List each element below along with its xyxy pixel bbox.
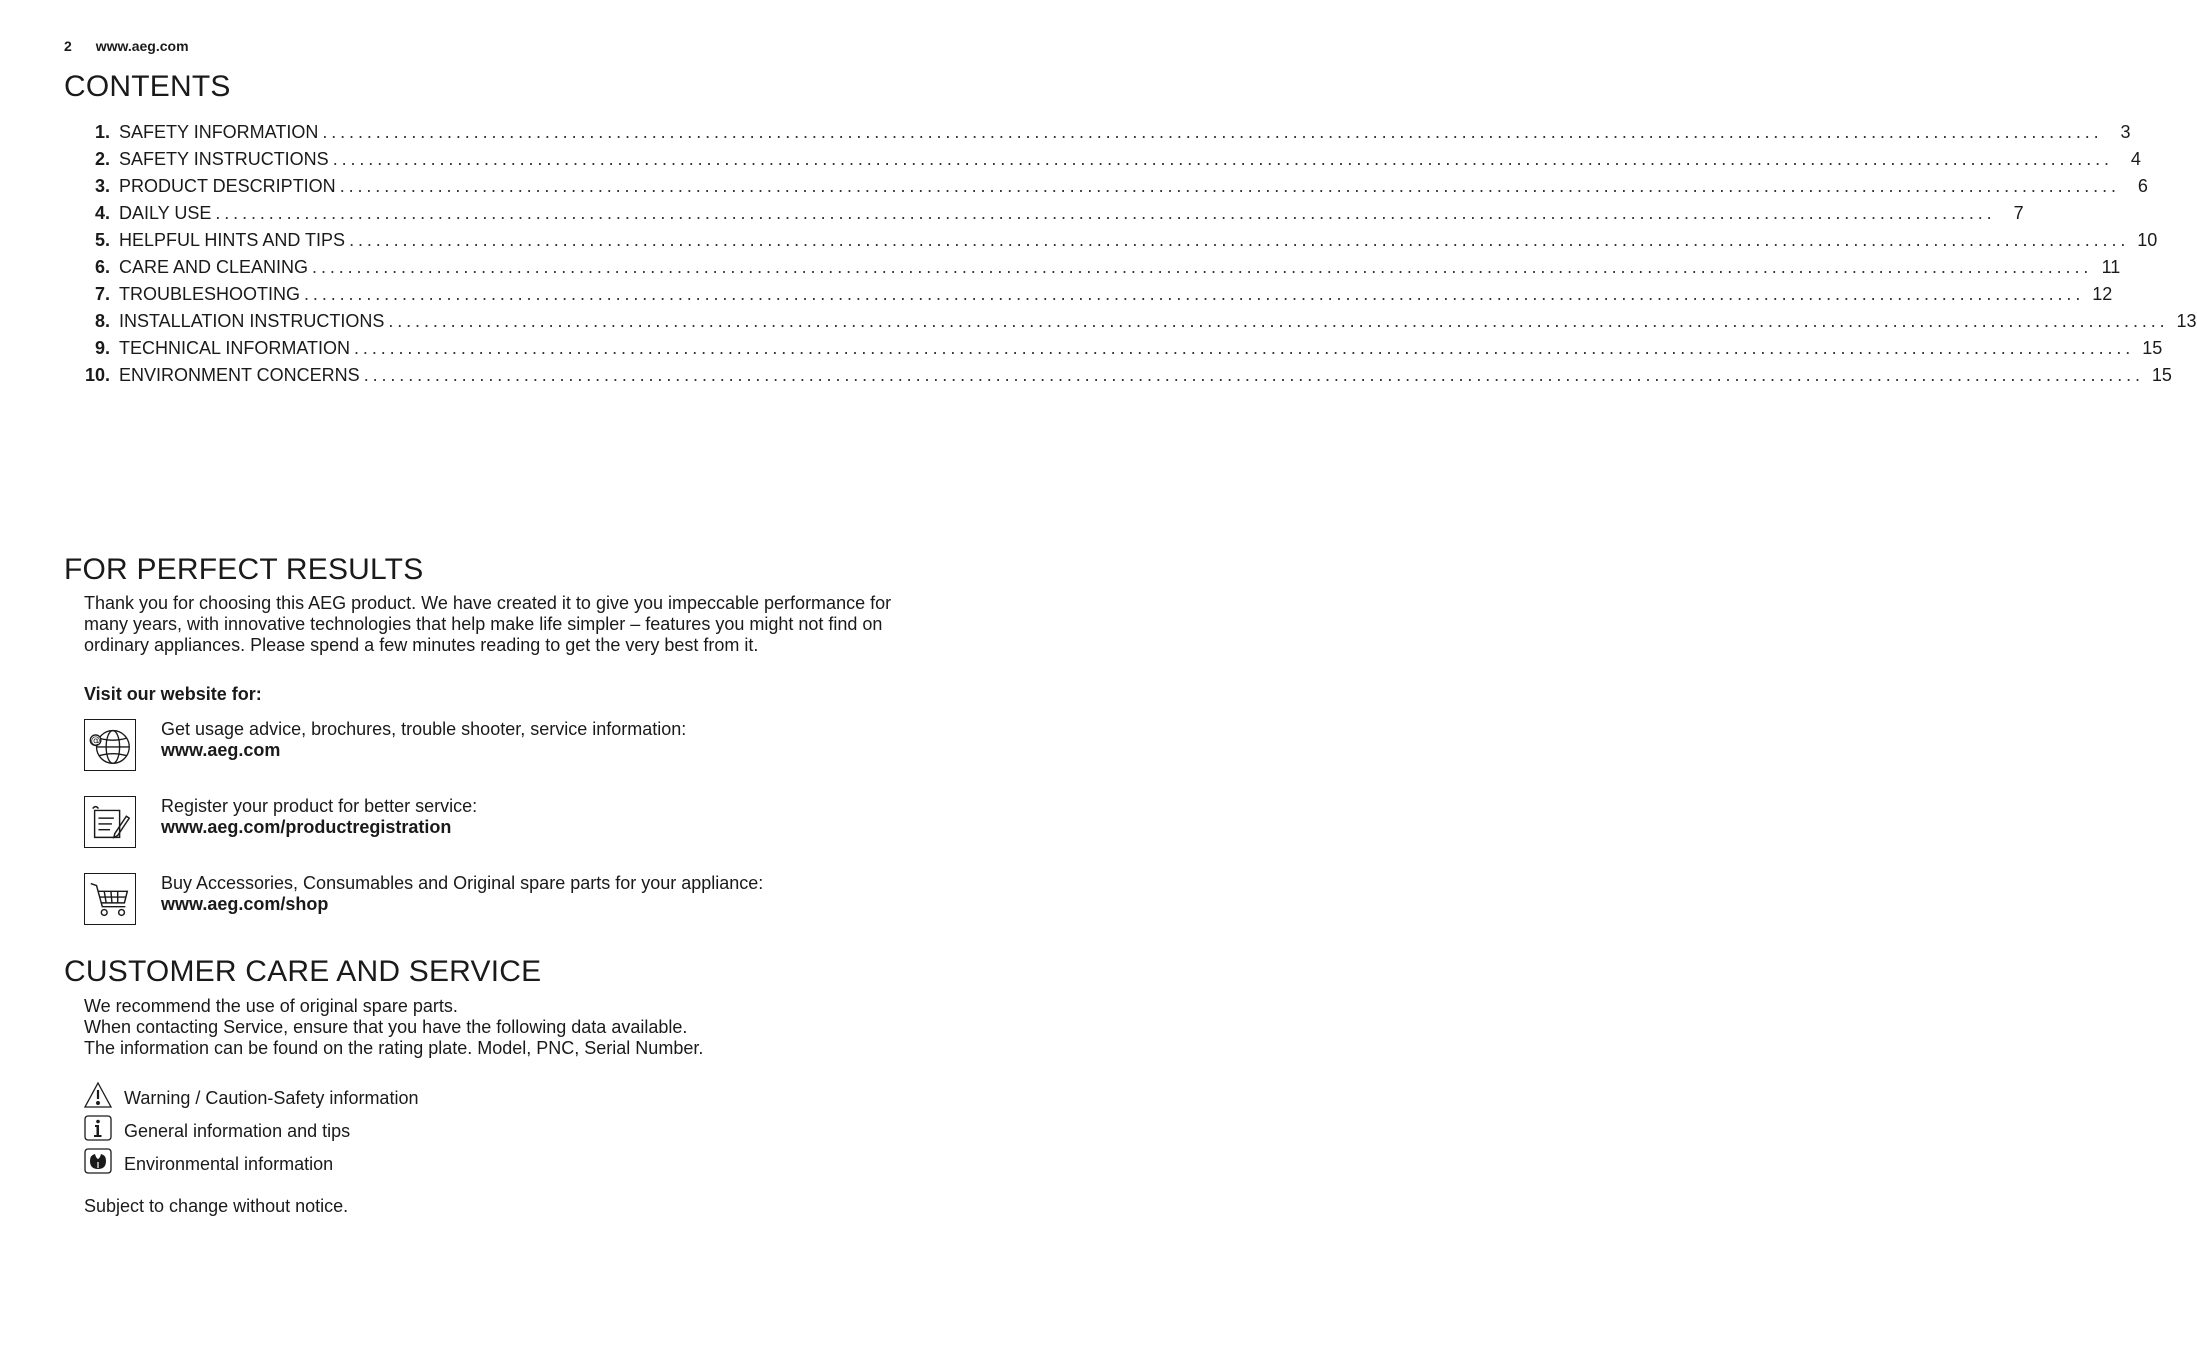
- website-item-text: Register your product for better service:: [161, 796, 478, 816]
- website-item-register: [84, 796, 904, 852]
- toc-entry[interactable]: [78, 203, 2024, 230]
- intro-paragraph: Thank you for choosing this AEG product. We have created it to give you impeccable performance for many years, with innovative technologies that help make life simpler – features you might not find on ordinary appliances. Please spend a few minutes reading to get the very best from it.: [84, 593, 892, 655]
- toc-leader-dots: ........................................................................................................................................................................................................: [215, 203, 1996, 223]
- toc-leader-dots: ........................................................................................................................................................................................................: [312, 257, 2093, 277]
- toc-entry[interactable]: [78, 338, 2163, 365]
- change-notice: Subject to change without notice.: [84, 1196, 349, 1216]
- toc-leader-dots: ........................................................................................................................................................................................................: [304, 284, 2085, 304]
- toc-title: SAFETY INFORMATION: [119, 122, 319, 142]
- toc-number: 3.: [94, 176, 110, 196]
- website-link-aeg[interactable]: www.aeg.com: [161, 740, 281, 760]
- customer-care-line: The information can be found on the rating plate. Model, PNC, Serial Number.: [84, 1038, 704, 1058]
- page-header: [64, 38, 189, 54]
- toc-entry[interactable]: [78, 311, 2197, 338]
- toc-number: 5.: [94, 230, 110, 250]
- toc-number: 10.: [84, 365, 110, 385]
- toc-number: 4.: [94, 203, 110, 223]
- toc-page-number: 7: [2013, 203, 2024, 223]
- legend-text: Environmental information: [124, 1154, 334, 1174]
- toc-number: 2.: [94, 149, 110, 169]
- toc-number: 6.: [94, 257, 110, 277]
- shopping-cart-icon: [84, 873, 136, 925]
- toc-leader-dots: ........................................................................................................................................................................................................: [332, 149, 2113, 169]
- toc-entry[interactable]: [78, 176, 2148, 203]
- customer-care-heading: CUSTOMER CARE AND SERVICE: [64, 955, 542, 988]
- toc-title: TROUBLESHOOTING: [119, 284, 301, 304]
- toc-page-number: 11: [2101, 257, 2121, 277]
- warning-icon: [84, 1082, 112, 1108]
- toc-page-number: 13: [2176, 311, 2197, 331]
- toc-number: 8.: [94, 311, 110, 331]
- website-item-text: Get usage advice, brochures, trouble shooter, service information:: [161, 719, 687, 739]
- customer-care-line: When contacting Service, ensure that you have the following data available.: [84, 1017, 688, 1037]
- toc-number: 7.: [94, 284, 110, 304]
- toc-title: TECHNICAL INFORMATION: [119, 338, 351, 358]
- register-notepad-icon: [84, 796, 136, 848]
- legend-text: Warning / Caution-Safety information: [124, 1088, 419, 1108]
- toc-entry[interactable]: [78, 284, 2113, 311]
- toc-title: INSTALLATION INSTRUCTIONS: [119, 311, 385, 331]
- toc-title: HELPFUL HINTS AND TIPS: [119, 230, 346, 250]
- toc-title: SAFETY INSTRUCTIONS: [119, 149, 329, 169]
- toc-leader-dots: ........................................................................................................................................................................................................: [349, 230, 2130, 250]
- toc-entry[interactable]: [78, 365, 2172, 392]
- toc-title: CARE AND CLEANING: [119, 257, 309, 277]
- toc-leader-dots: ........................................................................................................................................................................................................: [388, 311, 2169, 331]
- toc-number: 9.: [94, 338, 110, 358]
- customer-care-line: We recommend the use of original spare parts.: [84, 996, 458, 1016]
- header-website[interactable]: www.aeg.com: [95, 38, 189, 54]
- legend-text: General information and tips: [124, 1121, 351, 1141]
- toc-title: ENVIRONMENT CONCERNS: [119, 365, 360, 385]
- toc-title: DAILY USE: [119, 203, 212, 223]
- website-item-info: [84, 719, 904, 775]
- toc-page-number: 4: [2130, 149, 2141, 169]
- perfect-results-heading: FOR PERFECT RESULTS: [64, 553, 424, 586]
- toc-page-number: 15: [2142, 338, 2163, 358]
- info-icon: [84, 1115, 112, 1141]
- toc-title: PRODUCT DESCRIPTION: [119, 176, 336, 196]
- toc-page-number: 15: [2151, 365, 2172, 385]
- toc-leader-dots: ........................................................................................................................................................................................................: [322, 122, 2103, 142]
- toc-entry[interactable]: [78, 122, 2131, 149]
- website-item-text: Buy Accessories, Consumables and Original spare parts for your appliance:: [161, 873, 764, 893]
- customer-care-text: [84, 996, 703, 1059]
- toc-page-number: 3: [2120, 122, 2131, 142]
- page-number: 2: [64, 38, 72, 54]
- toc-number: 1.: [94, 122, 110, 142]
- website-link-registration[interactable]: www.aeg.com/productregistration: [161, 817, 452, 837]
- toc-page-number: 10: [2137, 230, 2158, 250]
- toc-entry[interactable]: [78, 257, 2121, 284]
- toc-page-number: 6: [2137, 176, 2148, 196]
- contents-heading: CONTENTS: [64, 70, 231, 103]
- website-item-shop: [84, 873, 904, 929]
- toc-leader-dots: ........................................................................................................................................................................................................: [339, 176, 2120, 196]
- svg-text:@: @: [90, 735, 101, 747]
- toc-leader-dots: ........................................................................................................................................................................................................: [354, 338, 2135, 358]
- toc-entry[interactable]: [78, 149, 2141, 176]
- website-link-shop[interactable]: www.aeg.com/shop: [161, 894, 329, 914]
- table-of-contents: [78, 122, 2197, 392]
- toc-page-number: 12: [2092, 284, 2113, 304]
- toc-entry[interactable]: [78, 230, 2158, 257]
- toc-leader-dots: ........................................................................................................................................................................................................: [363, 365, 2144, 385]
- visit-website-label: Visit our website for:: [84, 684, 262, 704]
- environment-icon: [84, 1148, 112, 1174]
- globe-at-icon: [84, 719, 136, 771]
